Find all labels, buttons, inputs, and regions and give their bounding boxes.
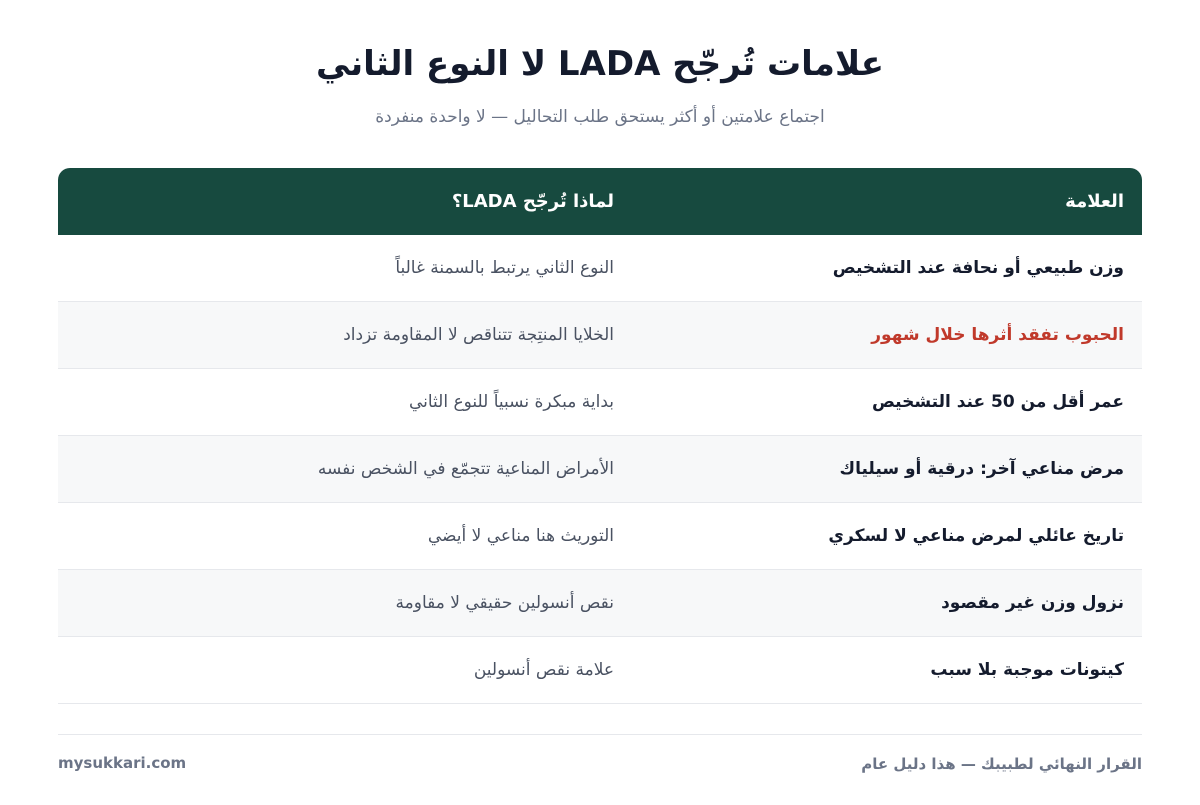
sign-cell: مرض مناعي آخر: درقية أو سيلياك	[839, 459, 1124, 479]
sign-cell: نزول وزن غير مقصود	[941, 593, 1124, 613]
table-row	[58, 503, 1142, 570]
why-cell: علامة نقص أنسولين	[473, 660, 614, 680]
table-row	[58, 302, 1142, 369]
why-cell: الأمراض المناعية تتجمّع في الشخص نفسه	[317, 459, 614, 479]
table-row	[58, 637, 1142, 704]
footer-site-link[interactable]: mysukkari.com	[58, 754, 187, 772]
table-row	[58, 369, 1142, 436]
sign-cell-highlighted: الحبوب تفقد أثرها خلال شهور	[871, 325, 1124, 345]
table-header	[58, 168, 1142, 235]
sign-cell: وزن طبيعي أو نحافة عند التشخيص	[832, 258, 1124, 278]
page-title: علامات تُرجّح LADA لا النوع الثاني	[315, 44, 885, 84]
sign-cell: عمر أقل من 50 عند التشخيص	[871, 392, 1124, 412]
table-row	[58, 570, 1142, 637]
why-cell: التوريث هنا مناعي لا أيضي	[427, 526, 614, 546]
column-header-sign: العلامة	[1065, 191, 1124, 212]
table-row	[58, 235, 1142, 302]
table-row	[58, 436, 1142, 503]
footer-divider	[58, 734, 1142, 735]
column-header-why: لماذا تُرجّح LADA؟	[451, 191, 614, 212]
why-cell: النوع الثاني يرتبط بالسمنة غالباً	[395, 258, 614, 278]
signs-table	[58, 168, 1142, 704]
footer-disclaimer: القرار النهائي لطبيبك — هذا دليل عام	[861, 755, 1142, 773]
why-cell: بداية مبكرة نسبياً للنوع الثاني	[408, 392, 614, 412]
why-cell: الخلايا المنتِجة تتناقص لا المقاومة تزداد	[343, 325, 614, 345]
sign-cell: تاريخ عائلي لمرض مناعي لا لسكري	[828, 526, 1124, 546]
why-cell: نقص أنسولين حقيقي لا مقاومة	[395, 593, 614, 613]
sign-cell: كيتونات موجبة بلا سبب	[930, 660, 1124, 680]
page-subtitle: اجتماع علامتين أو أكثر يستحق طلب التحاليل — لا واحدة منفردة	[375, 107, 825, 127]
